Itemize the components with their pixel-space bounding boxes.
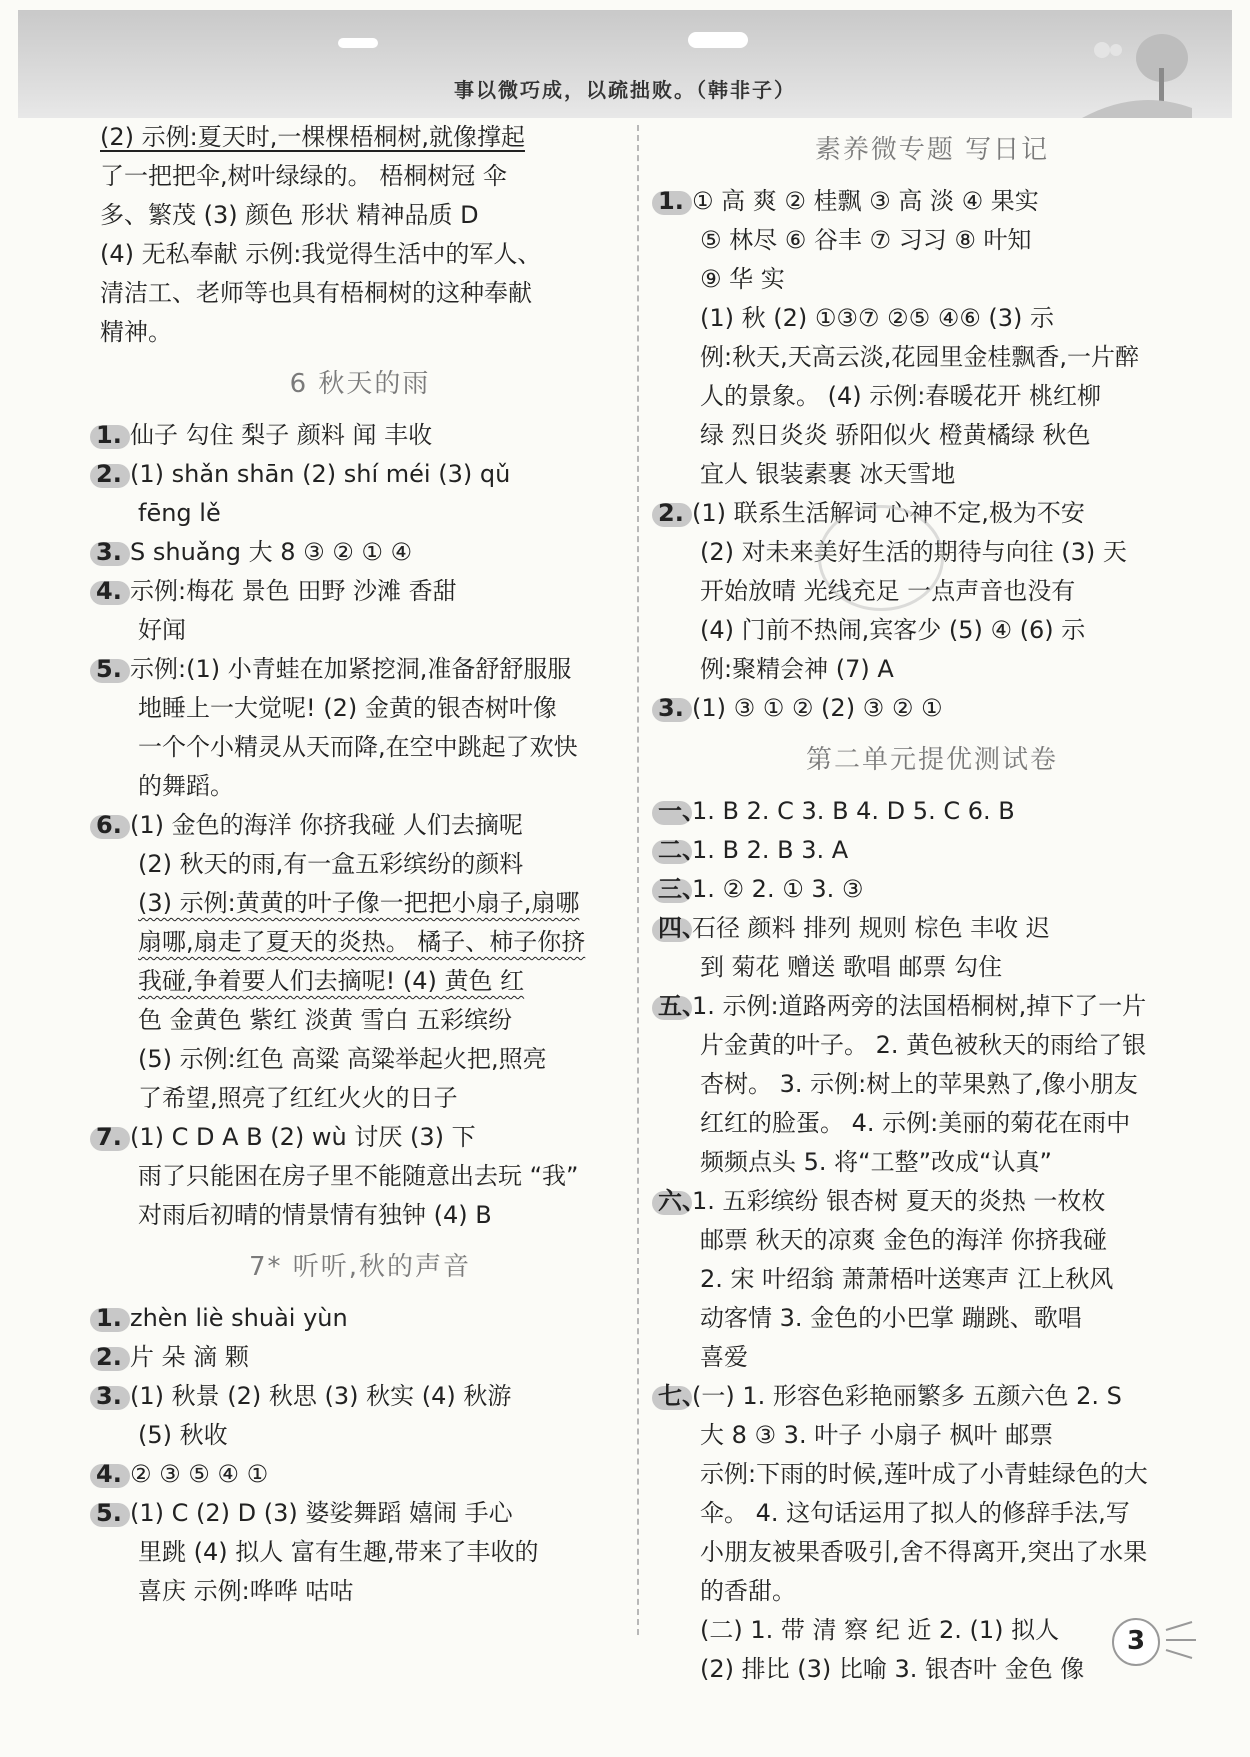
answer-line (662, 1494, 1202, 1533)
question-number: 6. (96, 806, 130, 845)
answer-line (100, 1416, 620, 1455)
answer-text: 例:秋天,天高云淡,花园里金桂飘香,一片醉 (700, 343, 1139, 371)
question-number: 2. (96, 1338, 130, 1377)
answer-line (100, 1196, 620, 1235)
answer-text: 1. B 2. C 3. B 4. D 5. C 6. B (692, 797, 1015, 825)
question-number: 1. (96, 416, 130, 455)
answer-text: 好闻 (138, 616, 186, 644)
answer-line: 精神。 (100, 318, 172, 346)
answer-text: 对雨后初晴的情景情有独钟 (4) B (138, 1201, 492, 1229)
answer-text: 的舞蹈。 (138, 772, 234, 800)
answer-item (96, 533, 620, 572)
answer-text: (2) 秋天的雨,有一盒五彩缤纷的颜料 (138, 850, 524, 878)
sparkle-icon (1162, 1620, 1202, 1660)
answer-item (658, 870, 1202, 909)
answer-line: (2) 示例:夏天时,一棵棵梧桐树,就像撑起 (100, 123, 525, 151)
question-number: 3. (96, 1377, 130, 1416)
answer-text: (3) 示例:黄黄的叶子像一把把小扇子,扇哪 (138, 889, 580, 917)
answer-text: 喜爱 (700, 1343, 748, 1371)
question-number: 1. (96, 1299, 130, 1338)
answer-text: (1) C (2) D (3) 婆娑舞蹈 嬉闹 手心 (130, 1499, 513, 1527)
answer-item (96, 1377, 620, 1416)
answer-item (96, 806, 620, 845)
question-number: 5. (96, 650, 130, 689)
answer-item (96, 1118, 620, 1157)
answer-item (96, 1338, 620, 1377)
answer-text: ⑨ 华 实 (700, 265, 785, 293)
answer-text: 1. 五彩缤纷 银杏树 夏天的炎热 一枚枚 (692, 1187, 1106, 1215)
answer-line (662, 1065, 1202, 1104)
answer-line (662, 1299, 1202, 1338)
answer-item (658, 831, 1202, 870)
answer-text: 人的景象。 (4) 示例:春暖花开 桃红柳 (700, 382, 1101, 410)
answer-text: 例:聚精会神 (7) A (700, 655, 894, 683)
answer-text: 小朋友被果香吸引,舍不得离开,突出了水果 (700, 1538, 1148, 1566)
answer-text: 石径 颜料 排列 规则 棕色 丰收 迟 (692, 914, 1050, 942)
diary-answers (658, 182, 1202, 728)
answer-text: 一个个小精灵从天而降,在空中跳起了欢快 (138, 733, 578, 761)
answer-line (662, 1221, 1202, 1260)
cloud-decoration (688, 32, 748, 48)
answer-line (662, 1260, 1202, 1299)
answer-text: (1) 金色的海洋 你挤我碰 人们去摘呢 (130, 811, 523, 839)
header-banner (18, 10, 1232, 118)
answer-line (662, 338, 1202, 377)
answer-text: S shuǎng 大 8 ③ ② ① ④ (130, 538, 413, 566)
answer-item (96, 416, 620, 455)
answer-text: ① 高 爽 ② 桂飘 ③ 高 淡 ④ 果实 (692, 187, 1039, 215)
answer-item (96, 455, 620, 494)
question-number: 四、 (658, 909, 692, 948)
answer-line (100, 845, 620, 884)
answer-line (662, 299, 1202, 338)
answer-line (662, 650, 1202, 689)
column-divider (637, 125, 639, 1635)
question-number: 2. (96, 455, 130, 494)
answer-line (662, 611, 1202, 650)
answer-text: (4) 门前不热闹,宾客少 (5) ④ (6) 示 (700, 616, 1086, 644)
answer-text: 片金黄的叶子。 2. 黄色被秋天的雨给了银 (700, 1031, 1147, 1059)
continued-answers (100, 118, 620, 352)
answer-item (658, 987, 1202, 1026)
answer-text: (2) 排比 (3) 比喻 3. 银杏叶 金色 像 (700, 1655, 1085, 1683)
answer-item (96, 650, 620, 689)
answer-line: 了一把把伞,树叶绿绿的。 梧桐树冠 伞 (100, 162, 507, 190)
answer-text: (1) 秋景 (2) 秋思 (3) 秋实 (4) 秋游 (130, 1382, 512, 1410)
answer-text: ⑤ 林尽 ⑥ 谷丰 ⑦ 习习 ⑧ 叶知 (700, 226, 1032, 254)
section-title-6: 6 秋天的雨 (289, 369, 431, 399)
answer-text: fēng lě (138, 499, 221, 527)
answer-line (662, 948, 1202, 987)
section-title-unit-test: 第二单元提优测试卷 (805, 745, 1058, 775)
answer-line (662, 1143, 1202, 1182)
answer-text: 示例:梅花 景色 田野 沙滩 香甜 (130, 577, 457, 605)
answer-text: 的香甜。 (700, 1577, 796, 1605)
answer-text: 了希望,照亮了红红火火的日子 (138, 1084, 458, 1112)
answer-line (662, 1533, 1202, 1572)
answer-line (662, 1455, 1202, 1494)
answer-text: 红红的脸蛋。 4. 示例:美丽的菊花在雨中 (700, 1109, 1131, 1137)
answer-line (100, 494, 620, 533)
answer-line (662, 260, 1202, 299)
answer-text: 杏树。 3. 示例:树上的苹果熟了,像小朋友 (700, 1070, 1138, 1098)
answer-text: 地睡上一大觉呢! (2) 金黄的银杏树叶像 (138, 694, 557, 722)
answer-item (96, 1299, 620, 1338)
answer-item (96, 572, 620, 611)
section-title-diary: 素养微专题 写日记 (814, 135, 1050, 165)
answer-text: 仙子 勾住 梨子 颜料 闻 丰收 (130, 421, 433, 449)
answer-text: 雨了只能困在房子里不能随意出去玩 “我” (138, 1162, 579, 1190)
answer-text: (1) 联系生活解词 心神不定,极为不安 (692, 499, 1085, 527)
section-7-answers (96, 1299, 620, 1611)
answer-line (100, 923, 620, 962)
answer-text: (1) shǎn shān (2) shí méi (3) qǔ (130, 460, 511, 488)
answer-line (662, 1572, 1202, 1611)
answer-line (100, 1572, 620, 1611)
answer-item (658, 1182, 1202, 1221)
answer-item (658, 182, 1202, 221)
answer-text: 绿 烈日炎炎 骄阳似火 橙黄橘绿 秋色 (700, 421, 1091, 449)
answer-line (100, 1079, 620, 1118)
section-title-7: 7* 听听,秋的声音 (248, 1252, 472, 1282)
answer-line (100, 962, 620, 1001)
answer-item (96, 1455, 620, 1494)
answer-line (662, 416, 1202, 455)
question-number: 1. (658, 182, 692, 221)
page-number: 3 (1112, 1618, 1160, 1666)
tree-icon (1082, 28, 1192, 118)
answer-line (662, 1026, 1202, 1065)
answer-text: 频频点头 5. 将“工整”改成“认真” (700, 1148, 1052, 1176)
answer-line (662, 1338, 1202, 1377)
answer-text: 到 菊花 赠送 歌唱 邮票 勾住 (700, 953, 1003, 981)
question-number: 二、 (658, 831, 692, 870)
answer-text: (1) C D A B (2) wù 讨厌 (3) 下 (130, 1123, 476, 1151)
answer-text: (5) 示例:红色 高粱 高粱举起火把,照亮 (138, 1045, 547, 1073)
answer-text: 我碰,争着要人们去摘呢! (4) 黄色 红 (138, 967, 525, 995)
question-number: 五、 (658, 987, 692, 1026)
answer-text: 开始放晴 光线充足 一点声音也没有 (700, 577, 1076, 605)
answer-text: (2) 对未来美好生活的期待与向往 (3) 天 (700, 538, 1127, 566)
answer-text: 喜庆 示例:哗哗 咕咕 (138, 1577, 354, 1605)
answer-line (100, 884, 620, 923)
answer-item (658, 909, 1202, 948)
question-number: 三、 (658, 870, 692, 909)
answer-text: 2. 宋 叶绍翁 萧萧梧叶送寒声 江上秋风 (700, 1265, 1114, 1293)
question-number: 7. (96, 1118, 130, 1157)
question-number: 4. (96, 572, 130, 611)
answer-line (100, 767, 620, 806)
right-column (658, 118, 1202, 1689)
question-number: 六、 (658, 1182, 692, 1221)
answer-text: (一) 1. 形容色彩艳丽繁多 五颜六色 2. S (692, 1382, 1122, 1410)
question-number: 2. (658, 494, 692, 533)
answer-line (100, 1001, 620, 1040)
answer-line (100, 1533, 620, 1572)
answer-text: 色 金黄色 紫红 淡黄 雪白 五彩缤纷 (138, 1006, 513, 1034)
answer-line: 清洁工、老师等也具有梧桐树的这种奉献 (100, 279, 532, 307)
header-motto: 事以微巧成，以疏拙败。（韩非子） (454, 78, 796, 102)
answer-text: 邮票 秋天的凉爽 金色的海洋 你挤我碰 (700, 1226, 1107, 1254)
question-number: 3. (658, 689, 692, 728)
answer-text: 扇哪,扇走了夏天的炎热。 橘子、柿子你挤 (138, 928, 586, 956)
answer-line (100, 611, 620, 650)
answer-line: 多、繁茂 (3) 颜色 形状 精神品质 D (100, 201, 479, 229)
cloud-decoration (338, 38, 378, 48)
answer-text: ② ③ ⑤ ④ ① (130, 1460, 269, 1488)
answer-line (662, 377, 1202, 416)
question-number: 七、 (658, 1377, 692, 1416)
answer-line (662, 1416, 1202, 1455)
answer-line (100, 689, 620, 728)
answer-text: 里跳 (4) 拟人 富有生趣,带来了丰收的 (138, 1538, 539, 1566)
question-number: 3. (96, 533, 130, 572)
answer-text: 宜人 银装素裹 冰天雪地 (700, 460, 956, 488)
answer-line (662, 1104, 1202, 1143)
answer-line (100, 728, 620, 767)
answer-text: (5) 秋收 (138, 1421, 228, 1449)
answer-text: 1. 示例:道路两旁的法国梧桐树,掉下了一片 (692, 992, 1147, 1020)
answer-text: 1. ② 2. ① 3. ③ (692, 875, 864, 903)
answer-line (662, 221, 1202, 260)
answer-text: 大 8 ③ 3. 叶子 小扇子 枫叶 邮票 (700, 1421, 1054, 1449)
answer-text: 伞。 4. 这句话运用了拟人的修辞手法,写 (700, 1499, 1130, 1527)
answer-text: (1) ③ ① ② (2) ③ ② ① (692, 694, 943, 722)
answer-line (100, 1157, 620, 1196)
answer-line: (4) 无私奉献 示例:我觉得生活中的军人、 (100, 240, 542, 268)
answer-text: 片 朵 滴 颗 (130, 1343, 249, 1371)
section-6-answers (96, 416, 620, 1235)
stamp-watermark (818, 505, 944, 611)
answer-text: (二) 1. 带 清 察 纪 近 2. (1) 拟人 (700, 1616, 1060, 1644)
answer-text: 示例:(1) 小青蛙在加紧挖洞,准备舒舒服服 (130, 655, 572, 683)
answer-line (662, 455, 1202, 494)
question-number: 5. (96, 1494, 130, 1533)
answer-text: 动客情 3. 金色的小巴掌 蹦跳、歌唱 (700, 1304, 1082, 1332)
answer-item (658, 689, 1202, 728)
unit-test-answers (658, 792, 1202, 1689)
answer-line (100, 1040, 620, 1079)
answer-text: zhèn liè shuài yùn (130, 1304, 348, 1332)
answer-item (658, 1377, 1202, 1416)
answer-text: 示例:下雨的时候,莲叶成了小青蛙绿色的大 (700, 1460, 1148, 1488)
question-number: 一、 (658, 792, 692, 831)
answer-text: 1. B 2. B 3. A (692, 836, 849, 864)
answer-text: (1) 秋 (2) ①③⑦ ②⑤ ④⑥ (3) 示 (700, 304, 1054, 332)
left-column (96, 118, 620, 1611)
answer-item (658, 792, 1202, 831)
answer-item (96, 1494, 620, 1533)
question-number: 4. (96, 1455, 130, 1494)
